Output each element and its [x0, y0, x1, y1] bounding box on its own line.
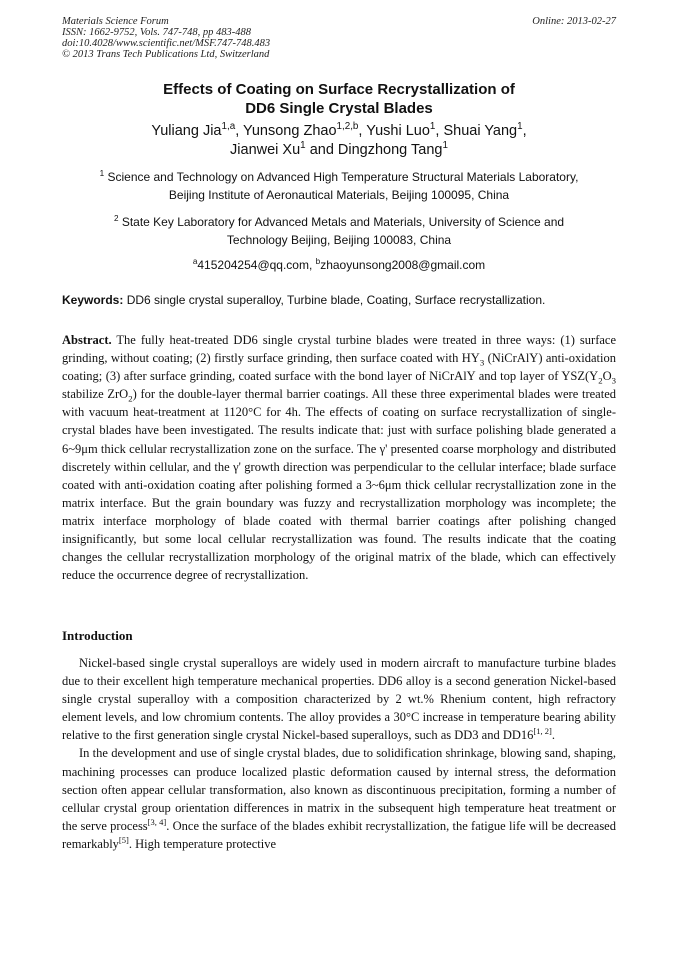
subscript: 2	[598, 375, 603, 386]
author-name: Jianwei Xu	[230, 142, 301, 158]
email-link[interactable]: zhaoyunsong2008@gmail.com	[320, 258, 486, 272]
section-heading-introduction: Introduction	[62, 628, 133, 643]
journal-issn: ISSN: 1662-9752, Vols. 747-748, pp 483-488	[62, 27, 251, 38]
subscript: 3	[611, 375, 616, 386]
citation[interactable]: [3, 4]	[147, 816, 167, 827]
abstract-text: stabilize ZrO	[62, 387, 129, 402]
author-affiliation-mark: 1,a	[221, 121, 236, 133]
paragraph-text: . High temperature protective	[128, 836, 277, 851]
paragraph-text: .	[551, 728, 555, 743]
authors-line-1: Yuliang Jia$^{1,a}$, Yunsong Zhao$^{1,2,b}$, Yushi Luo$^1$, Shuai Yang$^1$,	[151, 121, 527, 139]
affiliation-1-line-1	[72, 168, 606, 186]
paragraph	[62, 654, 616, 744]
author-name: Dingzhong Tang	[337, 142, 443, 158]
abstract-text: O	[602, 369, 612, 384]
affiliation-number: 2	[113, 214, 119, 223]
online-date: Online: 2013-02-27	[532, 16, 616, 27]
author-affiliation-mark: 1	[517, 121, 523, 133]
author-name: Yuliang Jia	[151, 123, 222, 139]
affiliation-number: 1	[99, 169, 105, 178]
affiliation-2-line-2: Technology Beijing, Beijing 100083, China	[226, 233, 452, 247]
title-line-2: DD6 Single Crystal Blades	[245, 100, 433, 117]
author-list	[62, 122, 616, 160]
paper-title	[62, 80, 616, 118]
journal-copyright: © 2013 Trans Tech Publications Ltd, Switzerland	[62, 49, 270, 60]
author-name: Shuai Yang	[443, 123, 518, 139]
author-affiliation-mark: 1,2,b	[336, 121, 359, 133]
affiliation-2-line-1	[72, 213, 606, 231]
paragraph-text: In the development and use of single crystal blades, due to solidification shrinkage, blowing sand, shaping, machining processes can produce localized plastic deformation caused by internal stress, the deformation section often appear cellular transformation, also known as discontinuous precipitation, forming a number of cellular crystal group orientation differences in matrix in the subsequent high temperature heat treatment or the serve process	[62, 746, 616, 833]
paragraph-text: . Once the surface of the blades exhibit recrystallization, the fatigue life will be decreased remarkably	[62, 818, 616, 851]
email-mark: a	[192, 257, 198, 266]
affiliation-text: State Key Laboratory for Advanced Metals and Materials, University of Science and	[121, 215, 565, 229]
affiliation-text: Science and Technology on Advanced High Temperature Structural Materials Laboratory,	[107, 170, 579, 184]
author-emails	[62, 257, 616, 273]
keywords-label: Keywords:	[62, 293, 124, 307]
introduction-body	[62, 654, 616, 853]
title-line-1: Effects of Coating on Surface Recrystallization of	[163, 81, 515, 98]
keywords	[62, 292, 616, 308]
keywords-text: DD6 single crystal superalloy, Turbine blade, Coating, Surface recrystallization.	[126, 293, 546, 307]
authors-line-2	[62, 141, 616, 160]
abstract-text: (NiCrAlY) anti-oxidation coating; (3) after surface grinding, coated surface with the bond layer of NiCrAlY and top layer of YSZ(Y	[62, 351, 616, 384]
affiliation-1	[72, 168, 606, 204]
abstract-text: The fully heat-treated DD6 single crystal turbine blades were treated in three ways: (1) surface grinding, without coating; (2) firstly surface grinding, then surface coated with HY	[62, 333, 616, 366]
email-mark: b	[315, 257, 321, 266]
paragraph-text: Nickel-based single crystal superalloys are widely used in modern aircraft to manufacture turbine blades due to their excellent high temperature mechanical properties. DD6 alloy is a second generation Nickel-based single crystal superalloy with a composition characterized by 2 wt.% Rhenium content, high refractory element levels, and low chromium contents. The alloy provides a 30°C increase in temperature bearing ability relative to the first generation single crystal Nickel-based superalloys, such as DD3 and DD16	[62, 656, 616, 743]
journal-header	[62, 16, 616, 60]
author-name: Yunsong Zhao	[242, 123, 337, 139]
subscript: 3	[479, 357, 485, 368]
journal-doi: doi:10.4028/www.scientific.net/MSF.747-748.483	[62, 38, 271, 49]
author-conjunction: and	[309, 142, 334, 158]
author-affiliation-mark: 1	[300, 140, 306, 152]
affiliation-1-line-2: Beijing Institute of Aeronautical Materials, Beijing 100095, China	[168, 188, 510, 202]
email-link[interactable]: 415204254@qq.com,	[197, 258, 313, 272]
abstract-label: Abstract.	[62, 333, 112, 347]
citation[interactable]: [1, 2]	[533, 726, 552, 737]
citation[interactable]: [5]	[118, 834, 129, 845]
subscript: 2	[128, 393, 133, 404]
abstract-text: ) for the double-layer thermal barrier coatings. All these three experimental blades were treated with vacuum heat-treatment at 1120°C for 4h. The effects of coating on surface recrystallization of single-crystal blades have been investigated. The results indicate that: just with surface polishing blade generated a 6~9μm thick cellular recrystallization zone on the surface. The γ' presented coarse morphology and distributed discretely within cellular, and the γ' growth direction was perpendicular to the cellular interface; blade surface coated with anti-oxidation coating after polishing formed a 3~6μm thick cellular recrystallization zone in the matrix interface. But the grain boundary was fuzzy and recrystallization morphology was incomplete; the matrix interface morphology of blade coated with thermal barrier coatings after polishing changed insignificantly, but some local cellular recrystallization was found. The results indicate that the coating changes the cellular recrystallization morphology of the original matrix of the blade, which can effectively reduce the occurrence degree of recrystallization.	[62, 387, 616, 583]
abstract	[62, 331, 616, 584]
affiliation-2	[72, 213, 606, 249]
author-name: Yushi Luo	[366, 123, 430, 139]
journal-name: Materials Science Forum	[62, 16, 169, 27]
author-affiliation-mark: 1	[429, 121, 436, 133]
paragraph	[62, 744, 616, 853]
author-affiliation-mark: 1	[442, 140, 448, 152]
